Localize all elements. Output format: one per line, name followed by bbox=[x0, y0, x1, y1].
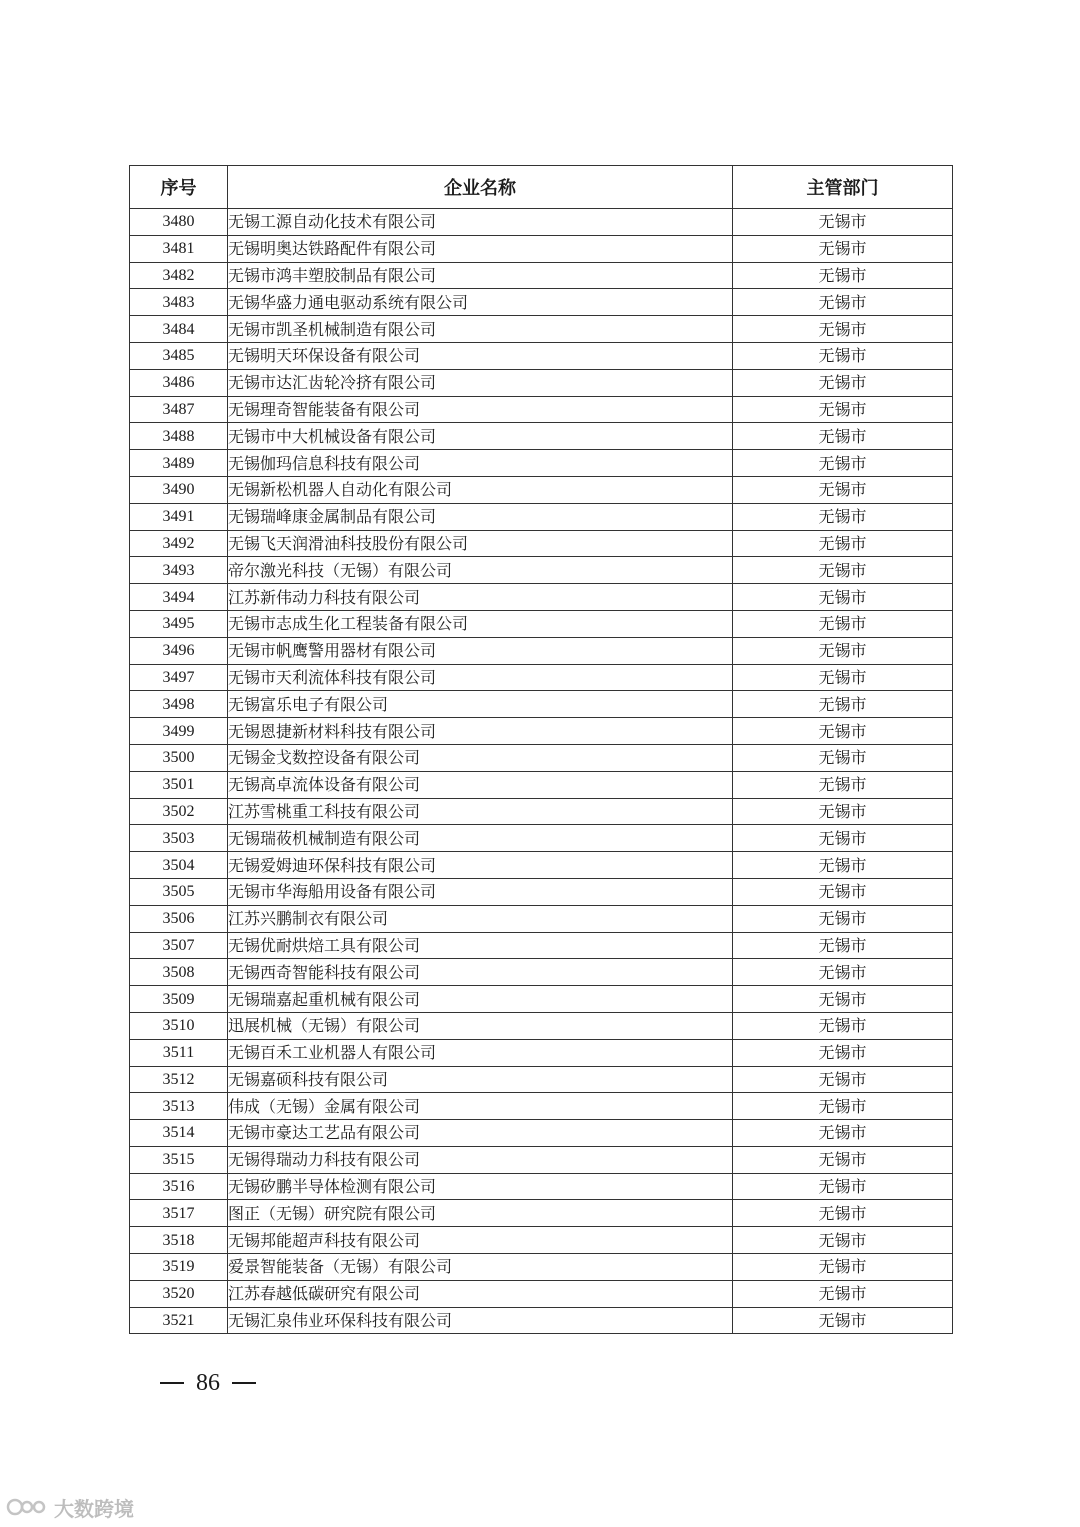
department-cell: 无锡市 bbox=[733, 450, 953, 477]
department-cell: 无锡市 bbox=[733, 664, 953, 691]
table-row bbox=[130, 1280, 953, 1307]
serial-number-cell: 3511 bbox=[130, 1039, 228, 1066]
department-cell: 无锡市 bbox=[733, 1227, 953, 1254]
serial-number-cell: 3484 bbox=[130, 316, 228, 343]
department-cell: 无锡市 bbox=[733, 1307, 953, 1334]
serial-number-cell: 3481 bbox=[130, 235, 228, 262]
enterprise-name-cell: 无锡爱姆迪环保科技有限公司 bbox=[228, 852, 733, 879]
enterprise-name-cell: 无锡恩捷新材料科技有限公司 bbox=[228, 718, 733, 745]
serial-number-cell: 3480 bbox=[130, 209, 228, 236]
serial-number-cell: 3513 bbox=[130, 1093, 228, 1120]
enterprise-name-cell: 无锡市凯圣机械制造有限公司 bbox=[228, 316, 733, 343]
table-row bbox=[130, 610, 953, 637]
enterprise-name-cell: 无锡嘉硕科技有限公司 bbox=[228, 1066, 733, 1093]
table-row bbox=[130, 1012, 953, 1039]
serial-number-cell: 3508 bbox=[130, 959, 228, 986]
table-row bbox=[130, 530, 953, 557]
department-cell: 无锡市 bbox=[733, 1120, 953, 1147]
enterprise-name-cell: 无锡市中大机械设备有限公司 bbox=[228, 423, 733, 450]
enterprise-name-cell: 无锡工源自动化技术有限公司 bbox=[228, 209, 733, 236]
enterprise-name-cell: 无锡瑞莜机械制造有限公司 bbox=[228, 825, 733, 852]
enterprise-name-cell: 无锡明天环保设备有限公司 bbox=[228, 342, 733, 369]
table-row bbox=[130, 1200, 953, 1227]
department-cell: 无锡市 bbox=[733, 530, 953, 557]
department-cell: 无锡市 bbox=[733, 1146, 953, 1173]
enterprise-name-cell: 无锡优耐烘焙工具有限公司 bbox=[228, 932, 733, 959]
department-cell: 无锡市 bbox=[733, 369, 953, 396]
enterprise-name-cell: 江苏春越低碳研究有限公司 bbox=[228, 1280, 733, 1307]
table-row bbox=[130, 1173, 953, 1200]
serial-number-cell: 3514 bbox=[130, 1120, 228, 1147]
table-row bbox=[130, 262, 953, 289]
table-header-row bbox=[130, 166, 953, 209]
table-row bbox=[130, 932, 953, 959]
serial-number-cell: 3503 bbox=[130, 825, 228, 852]
serial-number-cell: 3507 bbox=[130, 932, 228, 959]
department-cell: 无锡市 bbox=[733, 905, 953, 932]
department-cell: 无锡市 bbox=[733, 1280, 953, 1307]
serial-number-cell: 3510 bbox=[130, 1012, 228, 1039]
table-row bbox=[130, 798, 953, 825]
page-number bbox=[160, 1368, 280, 1398]
table-row bbox=[130, 905, 953, 932]
table-row bbox=[130, 691, 953, 718]
department-cell: 无锡市 bbox=[733, 744, 953, 771]
department-cell: 无锡市 bbox=[733, 262, 953, 289]
department-cell: 无锡市 bbox=[733, 584, 953, 611]
department-cell: 无锡市 bbox=[733, 878, 953, 905]
enterprise-name-cell: 无锡汇泉伟业环保科技有限公司 bbox=[228, 1307, 733, 1334]
department-cell: 无锡市 bbox=[733, 852, 953, 879]
serial-number-cell: 3495 bbox=[130, 610, 228, 637]
department-cell: 无锡市 bbox=[733, 476, 953, 503]
table-row bbox=[130, 1146, 953, 1173]
serial-number-cell: 3482 bbox=[130, 262, 228, 289]
enterprise-name-cell: 爱景智能装备（无锡）有限公司 bbox=[228, 1254, 733, 1281]
department-cell: 无锡市 bbox=[733, 1066, 953, 1093]
table-row bbox=[130, 584, 953, 611]
table-row bbox=[130, 1254, 953, 1281]
enterprise-name-cell: 无锡伽玛信息科技有限公司 bbox=[228, 450, 733, 477]
table-row bbox=[130, 986, 953, 1013]
enterprise-name-cell: 无锡市天利流体科技有限公司 bbox=[228, 664, 733, 691]
table-row bbox=[130, 423, 953, 450]
enterprise-name-cell: 无锡市华海船用设备有限公司 bbox=[228, 878, 733, 905]
enterprise-name-cell: 无锡矽鹏半导体检测有限公司 bbox=[228, 1173, 733, 1200]
enterprise-name-cell: 无锡市鸿丰塑胶制品有限公司 bbox=[228, 262, 733, 289]
table-row bbox=[130, 637, 953, 664]
department-cell: 无锡市 bbox=[733, 771, 953, 798]
enterprise-name-cell: 无锡理奇智能装备有限公司 bbox=[228, 396, 733, 423]
department-cell: 无锡市 bbox=[733, 986, 953, 1013]
enterprise-name-cell: 无锡明奥达铁路配件有限公司 bbox=[228, 235, 733, 262]
enterprise-name-cell: 无锡市志成生化工程装备有限公司 bbox=[228, 610, 733, 637]
serial-number-cell: 3521 bbox=[130, 1307, 228, 1334]
department-cell: 无锡市 bbox=[733, 1039, 953, 1066]
department-cell: 无锡市 bbox=[733, 235, 953, 262]
enterprise-name-cell: 无锡邦能超声科技有限公司 bbox=[228, 1227, 733, 1254]
department-cell: 无锡市 bbox=[733, 209, 953, 236]
table-row bbox=[130, 316, 953, 343]
table-row bbox=[130, 369, 953, 396]
department-cell: 无锡市 bbox=[733, 637, 953, 664]
serial-number-cell: 3497 bbox=[130, 664, 228, 691]
department-cell: 无锡市 bbox=[733, 503, 953, 530]
enterprise-name-cell: 江苏新伟动力科技有限公司 bbox=[228, 584, 733, 611]
department-cell: 无锡市 bbox=[733, 289, 953, 316]
serial-number-cell: 3496 bbox=[130, 637, 228, 664]
department-cell: 无锡市 bbox=[733, 691, 953, 718]
table-row bbox=[130, 289, 953, 316]
enterprise-name-cell: 伟成（无锡）金属有限公司 bbox=[228, 1093, 733, 1120]
serial-number-cell: 3487 bbox=[130, 396, 228, 423]
table-row bbox=[130, 771, 953, 798]
department-cell: 无锡市 bbox=[733, 1200, 953, 1227]
table-row bbox=[130, 718, 953, 745]
table-row bbox=[130, 744, 953, 771]
serial-number-cell: 3486 bbox=[130, 369, 228, 396]
enterprise-name-cell: 无锡得瑞动力科技有限公司 bbox=[228, 1146, 733, 1173]
enterprise-name-cell: 江苏兴鹏制衣有限公司 bbox=[228, 905, 733, 932]
enterprise-name-cell: 无锡市达汇齿轮冷挤有限公司 bbox=[228, 369, 733, 396]
department-cell: 无锡市 bbox=[733, 825, 953, 852]
enterprise-name-cell: 无锡富乐电子有限公司 bbox=[228, 691, 733, 718]
serial-number-cell: 3498 bbox=[130, 691, 228, 718]
header-enterprise-name: 企业名称 bbox=[228, 166, 733, 209]
serial-number-cell: 3518 bbox=[130, 1227, 228, 1254]
serial-number-cell: 3506 bbox=[130, 905, 228, 932]
enterprise-name-cell: 无锡金戈数控设备有限公司 bbox=[228, 744, 733, 771]
table-body bbox=[130, 209, 953, 1334]
table-row bbox=[130, 503, 953, 530]
serial-number-cell: 3491 bbox=[130, 503, 228, 530]
table-row bbox=[130, 450, 953, 477]
table-row bbox=[130, 235, 953, 262]
enterprise-name-cell: 迅展机械（无锡）有限公司 bbox=[228, 1012, 733, 1039]
department-cell: 无锡市 bbox=[733, 1254, 953, 1281]
table-row bbox=[130, 852, 953, 879]
table-row bbox=[130, 959, 953, 986]
department-cell: 无锡市 bbox=[733, 932, 953, 959]
department-cell: 无锡市 bbox=[733, 718, 953, 745]
serial-number-cell: 3515 bbox=[130, 1146, 228, 1173]
serial-number-cell: 3499 bbox=[130, 718, 228, 745]
enterprise-name-cell: 无锡新松机器人自动化有限公司 bbox=[228, 476, 733, 503]
serial-number-cell: 3504 bbox=[130, 852, 228, 879]
department-cell: 无锡市 bbox=[733, 1173, 953, 1200]
table-row bbox=[130, 209, 953, 236]
serial-number-cell: 3520 bbox=[130, 1280, 228, 1307]
serial-number-cell: 3494 bbox=[130, 584, 228, 611]
serial-number-cell: 3509 bbox=[130, 986, 228, 1013]
enterprise-name-cell: 无锡市帆鹰警用器材有限公司 bbox=[228, 637, 733, 664]
enterprise-name-cell: 江苏雪桃重工科技有限公司 bbox=[228, 798, 733, 825]
table-row bbox=[130, 1120, 953, 1147]
page-number-dash-left bbox=[160, 1382, 184, 1384]
header-department: 主管部门 bbox=[733, 166, 953, 209]
table-row bbox=[130, 557, 953, 584]
department-cell: 无锡市 bbox=[733, 557, 953, 584]
brand-logo-icon bbox=[6, 1496, 48, 1518]
enterprise-name-cell: 无锡西奇智能科技有限公司 bbox=[228, 959, 733, 986]
serial-number-cell: 3485 bbox=[130, 342, 228, 369]
serial-number-cell: 3483 bbox=[130, 289, 228, 316]
serial-number-cell: 3492 bbox=[130, 530, 228, 557]
department-cell: 无锡市 bbox=[733, 396, 953, 423]
enterprise-name-cell: 图正（无锡）研究院有限公司 bbox=[228, 1200, 733, 1227]
watermark bbox=[6, 1492, 134, 1522]
table-row bbox=[130, 1307, 953, 1334]
department-cell: 无锡市 bbox=[733, 316, 953, 343]
table-row bbox=[130, 342, 953, 369]
serial-number-cell: 3516 bbox=[130, 1173, 228, 1200]
serial-number-cell: 3490 bbox=[130, 476, 228, 503]
table-row bbox=[130, 664, 953, 691]
enterprise-name-cell: 无锡瑞嘉起重机械有限公司 bbox=[228, 986, 733, 1013]
enterprise-name-cell: 无锡百禾工业机器人有限公司 bbox=[228, 1039, 733, 1066]
enterprise-name-cell: 无锡瑞峰康金属制品有限公司 bbox=[228, 503, 733, 530]
department-cell: 无锡市 bbox=[733, 798, 953, 825]
department-cell: 无锡市 bbox=[733, 342, 953, 369]
enterprise-name-cell: 无锡高卓流体设备有限公司 bbox=[228, 771, 733, 798]
department-cell: 无锡市 bbox=[733, 959, 953, 986]
serial-number-cell: 3501 bbox=[130, 771, 228, 798]
table-row bbox=[130, 1093, 953, 1120]
enterprise-name-cell: 无锡市豪达工艺品有限公司 bbox=[228, 1120, 733, 1147]
header-serial-number: 序号 bbox=[130, 166, 228, 209]
table-row bbox=[130, 396, 953, 423]
enterprise-table bbox=[129, 165, 953, 1334]
department-cell: 无锡市 bbox=[733, 1093, 953, 1120]
serial-number-cell: 3512 bbox=[130, 1066, 228, 1093]
department-cell: 无锡市 bbox=[733, 423, 953, 450]
serial-number-cell: 3489 bbox=[130, 450, 228, 477]
serial-number-cell: 3500 bbox=[130, 744, 228, 771]
table-row bbox=[130, 878, 953, 905]
table-row bbox=[130, 825, 953, 852]
enterprise-name-cell: 无锡华盛力通电驱动系统有限公司 bbox=[228, 289, 733, 316]
table-row bbox=[130, 1066, 953, 1093]
enterprise-name-cell: 帝尔激光科技（无锡）有限公司 bbox=[228, 557, 733, 584]
serial-number-cell: 3517 bbox=[130, 1200, 228, 1227]
serial-number-cell: 3502 bbox=[130, 798, 228, 825]
page-number-value: 86 bbox=[196, 1369, 220, 1396]
department-cell: 无锡市 bbox=[733, 1012, 953, 1039]
serial-number-cell: 3519 bbox=[130, 1254, 228, 1281]
serial-number-cell: 3505 bbox=[130, 878, 228, 905]
watermark-text: 大数跨境 bbox=[54, 1496, 134, 1521]
table-row bbox=[130, 1039, 953, 1066]
enterprise-name-cell: 无锡飞天润滑油科技股份有限公司 bbox=[228, 530, 733, 557]
table-row bbox=[130, 1227, 953, 1254]
table-row bbox=[130, 476, 953, 503]
page-number-dash-right bbox=[232, 1382, 256, 1384]
serial-number-cell: 3493 bbox=[130, 557, 228, 584]
department-cell: 无锡市 bbox=[733, 610, 953, 637]
serial-number-cell: 3488 bbox=[130, 423, 228, 450]
